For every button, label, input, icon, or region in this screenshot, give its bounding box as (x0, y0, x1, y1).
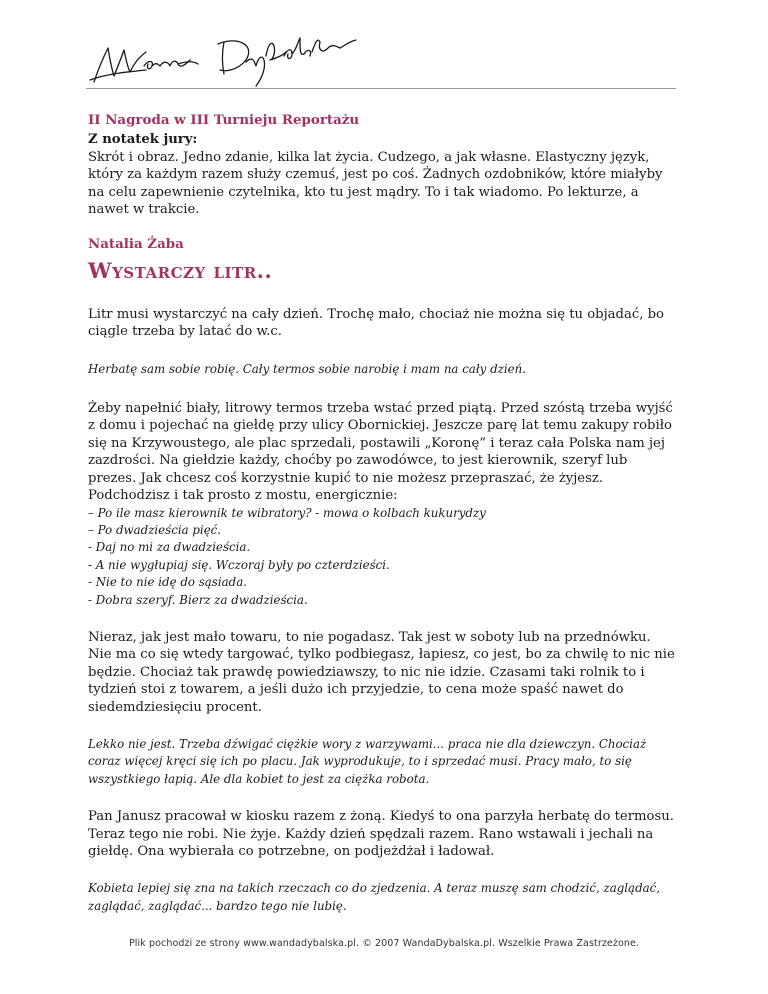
signature-image (86, 30, 376, 90)
dialog-line: - Nie to nie idę do sąsiada. (88, 575, 247, 590)
jury-label: Z notatek jury: (88, 132, 198, 148)
paragraph-2: Żeby napełnić biały, litrowy termos trzeba wstać przed piątą. Przed szóstą trzeba wyjść z domu i pojechać na giełdę przy ulicy Obornickiej. Jeszcze parę lat temu zakupy robiło się na Krzywoustego, ale plac sprzedali, postawili „Koronę” i teraz cała Polska nam jej zazdrości. Na giełdzie każdy, choćby po zawodówce, to jest kierownik, szeryf lub prezes. Jak chcesz coś korzystnie kupić to nie możesz przepraszać, że żyjesz. Podchodzisz i tak prosto z mostu, energicznie: (88, 401, 673, 504)
paragraph-3: Nieraz, jak jest mało towaru, to nie pogadasz. Tak jest w soboty lub na przednówku. Nie ma co się wtedy targować, tylko podbiegasz, łapiesz, co jest, bo za chwilę to nic nie będzie. Chociaż tak prawdę powiedziawszy, to nic nie idzie. Czasami taki rolnik to i tydzień stoi z towarem, a jeśli dużo ich przyjedzie, to cena może spaść nawet do siedemdziesięciu procent. (88, 629, 675, 715)
paragraph-4: Pan Janusz pracował w kiosku razem z żoną. Kiedyś to ona parzyła herbatę do termosu. Teraz tego nie robi. Nie żyje. Każdy dzień spędzali razem. Rano wstawali i jechali na giełdę. Ona wybierała co potrzebne, on podjeżdżał i ładował. (88, 809, 674, 859)
article-title: Wystarczy litr.. (88, 257, 273, 283)
dialog-block (88, 505, 678, 609)
award-heading: II Nagroda w III Turnieju Reportażu (88, 112, 360, 128)
quote-1: Herbatę sam sobie robię. Cały termos sobie narobię i mam na cały dzień. (88, 361, 526, 376)
quote-3: Kobieta lepiej się zna na takich rzeczach co do zjedzenia. A teraz muszę sam chodzić, zaglądać, zaglądać, zaglądać... bardzo tego nie lubię. (88, 881, 661, 913)
dialog-line: – Po dwadzieścia pięć. (88, 522, 222, 537)
dialog-line: – Po ile masz kierownik te wibratory? - mowa o kolbach kukurydzy (88, 505, 486, 520)
document-body (88, 112, 678, 915)
dialog-line: - Dobra szeryf. Bierz za dwadzieścia. (88, 592, 308, 607)
author-name: Natalia Żaba (88, 236, 184, 253)
quote-2: Lekko nie jest. Trzeba dźwigać ciężkie wory z warzywami... praca nie dla dziewczyn. Chociaż coraz więcej kręci się ich po placu. Jak wyprodukuje, to i sprzedać musi. Pracy mało, to się wszystkiego łapią. Ale dla kobiet to jest za ciężka robota. (88, 736, 647, 786)
dialog-line: - A nie wygłupiaj się. Wczoraj były po czterdzieści. (88, 557, 390, 572)
footer-copyright: Plik pochodzi ze strony www.wandadybalska.pl. © 2007 WandaDybalska.pl. Wszelkie Prawa Zastrzeżone. (128, 938, 640, 949)
header-divider (86, 88, 676, 89)
dialog-line: - Daj no mi za dwadzieścia. (88, 540, 251, 555)
paragraph-1: Litr musi wystarczyć na cały dzień. Trochę mało, chociaż nie można się tu objadać, bo ciągle trzeba by latać do w.c. (88, 306, 664, 340)
jury-text: Skrót i obraz. Jedno zdanie, kilka lat życia. Cudzego, a jak własne. Elastyczny język, który za każdym razem służy czemuś, jest po coś. Żadnych ozdobników, które miałyby na celu zapewnienie czytelnika, kto tu jest mądry. To i tak wiadomo. Po lekturze, a nawet w trakcie. (88, 149, 663, 218)
